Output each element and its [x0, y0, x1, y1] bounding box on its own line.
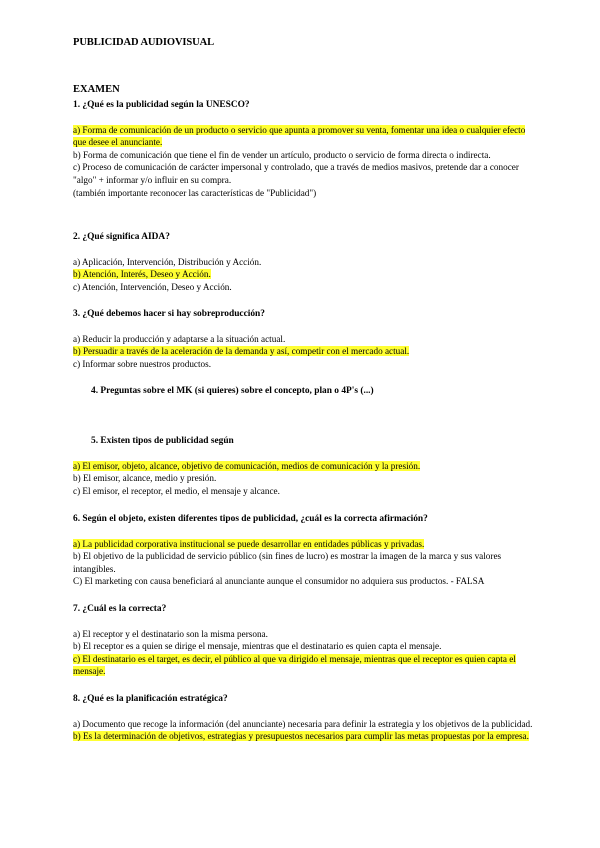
option-b — [73, 268, 533, 281]
question-2 — [73, 231, 533, 293]
question-title: 2. ¿Qué significa AIDA? — [73, 232, 170, 242]
option-a: a) Aplicación, Intervención, Distribución y Acción. — [73, 256, 262, 267]
option-b: b) El emisor, alcance, medio y presión. — [73, 473, 217, 484]
question-8 — [73, 693, 533, 743]
option-b — [73, 345, 533, 358]
option-a: a) Reducir la producción y adaptarse a la situación actual. — [73, 333, 286, 344]
option-b: b) El objetivo de la publicidad de servicio público (sin fines de lucro) es mostrar la imagen de la marca y sus valores intangibles. — [73, 551, 502, 574]
question-7 — [73, 603, 533, 678]
question-title: 6. Según el objeto, existen diferentes tipos de publicidad, ¿cuál es la correcta afirmación? — [73, 514, 428, 524]
question-1 — [73, 99, 533, 199]
answer-highlight: a) El emisor, objeto, alcance, objetivo de comunicación, medios de comunicación y la presión. — [73, 460, 421, 471]
option-c: c) El emisor, el receptor, el medio, el mensaje y alcance. — [73, 485, 280, 496]
question-6 — [73, 513, 533, 588]
option-c: C) El marketing con causa beneficiará al anunciante aunque el consumidor no adquiera sus productos. - FALSA — [73, 576, 485, 587]
option-b — [73, 730, 533, 743]
question-title: 3. ¿Qué debemos hacer si hay sobreproducción? — [73, 309, 265, 319]
question-title: 8. ¿Qué es la planificación estratégica? — [73, 694, 228, 704]
option-b: b) Forma de comunicación que tiene el fin de vender un artículo, producto o servicio de forma directa o indirecta. — [73, 149, 491, 160]
question-title: 7. ¿Cuál es la correcta? — [73, 604, 167, 614]
question-title: 5. Existen tipos de publicidad según — [91, 436, 234, 446]
answer-highlight: b) Atención, Interés, Deseo y Acción. — [73, 269, 211, 280]
answer-highlight: a) La publicidad corporativa institucional se puede desarrollar en entidades públicas y privadas. — [73, 538, 425, 549]
document-title: PUBLICIDAD AUDIOVISUAL — [73, 37, 215, 48]
question-title: 4. Preguntas sobre el MK (si quieres) sobre el concepto, plan o 4P's (...) — [91, 386, 374, 396]
option-c: c) Proceso de comunicación de carácter impersonal y controlado, que a través de medios masivos, pretende dar a conocer "algo" + informar y/o influir en su compra. — [73, 162, 519, 185]
option-a — [73, 538, 533, 551]
question-title: 1. ¿Qué es la publicidad según la UNESCO? — [73, 100, 250, 110]
answer-highlight: a) Forma de comunicación de un producto o servicio que apunta a promover su venta, fomentar una idea o cualquier efecto que desee el anunciante. — [73, 124, 526, 148]
question-note: (también importante reconocer las características de "Publicidad") — [73, 187, 317, 198]
option-c: c) Informar sobre nuestros productos. — [73, 358, 212, 369]
answer-highlight: b) Es la determinación de objetivos, estrategias y presupuestos necesarios para cumplir las metas propuestas por la empresa. — [73, 731, 529, 742]
answer-highlight: b) Persuadir a través de la aceleración de la demanda y así, competir con el mercado actual. — [73, 346, 410, 357]
option-c — [73, 653, 533, 678]
option-a: a) El receptor y el destinatario son la misma persona. — [73, 628, 268, 639]
exam-heading: EXAMEN — [73, 84, 120, 95]
question-4 — [73, 385, 533, 398]
option-c: c) Atención, Intervención, Deseo y Acción. — [73, 281, 232, 292]
option-a — [73, 460, 533, 473]
option-a — [73, 124, 533, 149]
option-b: b) El receptor es a quien se dirige el mensaje, mientras que el destinatario es quien capta el mensaje. — [73, 641, 442, 652]
answer-highlight: c) El destinatario es el target, es decir, el público al que va dirigido el mensaje, mientras que el receptor es quien capta el mensaje. — [73, 653, 516, 677]
option-a: a) Documento que recoge la información (del anunciante) necesaria para definir la estrategia y los objetivos de la publicidad. — [73, 718, 533, 729]
question-5 — [73, 435, 533, 497]
question-3 — [73, 308, 533, 370]
